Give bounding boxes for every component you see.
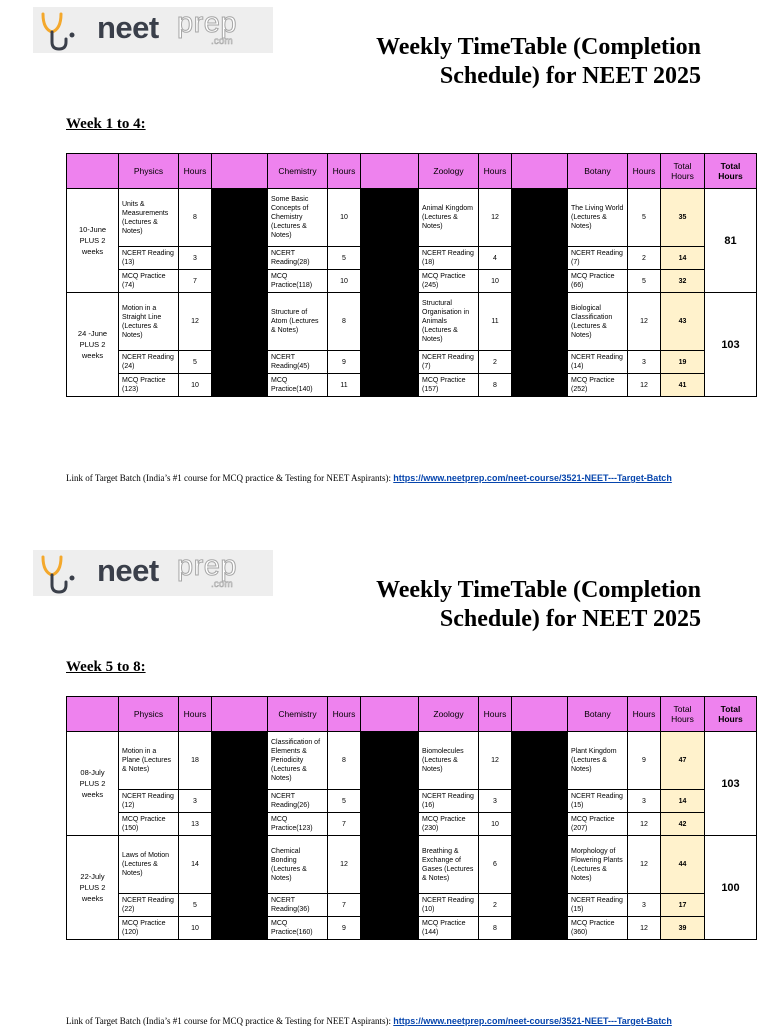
physics-hours: 10 (179, 917, 212, 940)
zoology-hours: 2 (479, 894, 512, 917)
botany-activity: MCQ Practice (66) (568, 270, 628, 293)
zoology-activity: NCERT Reading (10) (419, 894, 479, 917)
stethoscope-icon (39, 9, 99, 51)
row-total-hours: 19 (661, 351, 705, 374)
row-total-hours: 44 (661, 836, 705, 894)
row-total-hours: 41 (661, 374, 705, 397)
chemistry-hours: 12 (328, 836, 361, 894)
botany-activity: NCERT Reading (15) (568, 790, 628, 813)
physics-activity: Motion in a Straight Line (Lectures & Notes) (119, 293, 179, 351)
header-zoology: Zoology (419, 154, 479, 189)
physics-activity: Units & Measurements (Lectures & Notes) (119, 189, 179, 247)
separator (212, 154, 268, 189)
logo-com-text: .com (211, 36, 233, 47)
botany-activity: MCQ Practice (360) (568, 917, 628, 940)
physics-activity: NCERT Reading (24) (119, 351, 179, 374)
zoology-hours: 12 (479, 732, 512, 790)
physics-hours: 3 (179, 247, 212, 270)
table-row (67, 732, 757, 790)
header-physics: Physics (119, 154, 179, 189)
logo-com-text: .com (211, 579, 233, 590)
physics-hours: 10 (179, 374, 212, 397)
zoology-hours: 3 (479, 790, 512, 813)
separator (361, 154, 419, 189)
physics-hours: 18 (179, 732, 212, 790)
physics-hours: 5 (179, 351, 212, 374)
chemistry-activity: NCERT Reading(26) (268, 790, 328, 813)
header-grand-total-hours: Total Hours (705, 697, 757, 732)
zoology-activity: Structural Organisation in Animals (Lectures & Notes) (419, 293, 479, 351)
header-botany-hours: Hours (628, 154, 661, 189)
timetable (66, 153, 757, 397)
zoology-hours: 2 (479, 351, 512, 374)
row-total-hours: 47 (661, 732, 705, 790)
page-title (301, 33, 701, 91)
separator (212, 293, 268, 397)
header-zoology-hours: Hours (479, 697, 512, 732)
separator (512, 836, 568, 940)
logo-neet-text: neet (97, 553, 159, 588)
physics-hours: 7 (179, 270, 212, 293)
block-total-hours: 103 (705, 293, 757, 397)
title-line-1: Weekly TimeTable (Completion (376, 34, 701, 60)
zoology-activity: Breathing & Exchange of Gases (Lectures & Notes) (419, 836, 479, 894)
stethoscope-icon (39, 552, 99, 594)
zoology-hours: 12 (479, 189, 512, 247)
botany-hours: 5 (628, 189, 661, 247)
chemistry-hours: 5 (328, 247, 361, 270)
botany-hours: 12 (628, 374, 661, 397)
physics-activity: NCERT Reading (22) (119, 894, 179, 917)
zoology-hours: 4 (479, 247, 512, 270)
physics-activity: MCQ Practice (123) (119, 374, 179, 397)
chemistry-hours: 10 (328, 270, 361, 293)
row-total-hours: 14 (661, 247, 705, 270)
header-physics-hours: Hours (179, 154, 212, 189)
header-botany: Botany (568, 154, 628, 189)
zoology-hours: 11 (479, 293, 512, 351)
logo-prep-text: prep (177, 7, 238, 39)
physics-activity: NCERT Reading (13) (119, 247, 179, 270)
separator (212, 836, 268, 940)
chemistry-activity: Classification of Elements & Periodicity (Lectures & Notes) (268, 732, 328, 790)
logo-neet-text: neet (97, 10, 159, 45)
botany-hours: 12 (628, 917, 661, 940)
row-total-hours: 32 (661, 270, 705, 293)
header-date (67, 697, 119, 732)
chemistry-hours: 7 (328, 813, 361, 836)
physics-activity: Laws of Motion (Lectures & Notes) (119, 836, 179, 894)
separator (512, 697, 568, 732)
zoology-hours: 8 (479, 917, 512, 940)
botany-hours: 12 (628, 813, 661, 836)
page-title (301, 576, 701, 634)
target-batch-link[interactable]: https://www.neetprep.com/neet-course/3521-NEET---Target-Batch (393, 1016, 672, 1026)
block-total-hours: 81 (705, 189, 757, 293)
row-total-hours: 43 (661, 293, 705, 351)
timetable (66, 696, 757, 940)
separator (361, 732, 419, 836)
chemistry-activity: Chemical Bonding (Lectures & Notes) (268, 836, 328, 894)
row-total-hours: 14 (661, 790, 705, 813)
title-line-2: Schedule) for NEET 2025 (439, 606, 701, 632)
physics-activity: Motion in a Plane (Lectures & Notes) (119, 732, 179, 790)
chemistry-hours: 5 (328, 790, 361, 813)
botany-activity: NCERT Reading (7) (568, 247, 628, 270)
chemistry-activity: MCQ Practice(118) (268, 270, 328, 293)
zoology-activity: NCERT Reading (7) (419, 351, 479, 374)
separator (512, 154, 568, 189)
zoology-hours: 10 (479, 813, 512, 836)
chemistry-hours: 7 (328, 894, 361, 917)
botany-activity: MCQ Practice (252) (568, 374, 628, 397)
chemistry-activity: NCERT Reading(45) (268, 351, 328, 374)
botany-activity: Morphology of Flowering Plants (Lectures & Notes) (568, 836, 628, 894)
chemistry-activity: NCERT Reading(28) (268, 247, 328, 270)
chemistry-activity: NCERT Reading(36) (268, 894, 328, 917)
separator (512, 293, 568, 397)
table-row (67, 836, 757, 894)
header-date (67, 154, 119, 189)
physics-hours: 13 (179, 813, 212, 836)
chemistry-hours: 9 (328, 351, 361, 374)
physics-hours: 3 (179, 790, 212, 813)
date-cell: 10-June PLUS 2 weeks (67, 189, 119, 293)
separator (361, 189, 419, 293)
table-header-row (67, 697, 757, 732)
physics-activity: MCQ Practice (74) (119, 270, 179, 293)
chemistry-activity: MCQ Practice(140) (268, 374, 328, 397)
table-row (67, 189, 757, 247)
separator (361, 836, 419, 940)
header-botany-hours: Hours (628, 697, 661, 732)
header-zoology-hours: Hours (479, 154, 512, 189)
row-total-hours: 39 (661, 917, 705, 940)
header-chemistry: Chemistry (268, 154, 328, 189)
neetprep-logo (33, 7, 273, 53)
separator (212, 732, 268, 836)
botany-hours: 5 (628, 270, 661, 293)
link-text: Link of Target Batch (India’s #1 course for MCQ practice & Testing for NEET Aspirants): (66, 473, 394, 483)
separator (361, 293, 419, 397)
header-chemistry: Chemistry (268, 697, 328, 732)
zoology-activity: NCERT Reading (18) (419, 247, 479, 270)
table-row (67, 293, 757, 351)
physics-hours: 5 (179, 894, 212, 917)
botany-activity: NCERT Reading (15) (568, 894, 628, 917)
zoology-hours: 8 (479, 374, 512, 397)
row-total-hours: 35 (661, 189, 705, 247)
title-line-2: Schedule) for NEET 2025 (439, 63, 701, 89)
header-physics-hours: Hours (179, 697, 212, 732)
header-zoology: Zoology (419, 697, 479, 732)
chemistry-activity: Structure of Atom (Lectures & Notes) (268, 293, 328, 351)
header-physics: Physics (119, 697, 179, 732)
zoology-activity: MCQ Practice (157) (419, 374, 479, 397)
botany-hours: 3 (628, 790, 661, 813)
row-total-hours: 17 (661, 894, 705, 917)
header-total-hours: Total Hours (661, 697, 705, 732)
botany-hours: 3 (628, 894, 661, 917)
physics-hours: 14 (179, 836, 212, 894)
separator (361, 697, 419, 732)
header-chemistry-hours: Hours (328, 154, 361, 189)
target-batch-note (66, 1016, 746, 1027)
target-batch-link[interactable]: https://www.neetprep.com/neet-course/3521-NEET---Target-Batch (393, 473, 672, 483)
botany-hours: 12 (628, 836, 661, 894)
zoology-activity: MCQ Practice (245) (419, 270, 479, 293)
physics-activity: MCQ Practice (120) (119, 917, 179, 940)
chemistry-hours: 10 (328, 189, 361, 247)
header-grand-total-hours: Total Hours (705, 154, 757, 189)
chemistry-activity: Some Basic Concepts of Chemistry (Lectures & Notes) (268, 189, 328, 247)
botany-hours: 12 (628, 293, 661, 351)
chemistry-hours: 8 (328, 293, 361, 351)
row-total-hours: 42 (661, 813, 705, 836)
zoology-activity: NCERT Reading (16) (419, 790, 479, 813)
block-total-hours: 103 (705, 732, 757, 836)
botany-activity: Plant Kingdom (Lectures & Notes) (568, 732, 628, 790)
physics-hours: 8 (179, 189, 212, 247)
botany-activity: The Living World (Lectures & Notes) (568, 189, 628, 247)
chemistry-hours: 8 (328, 732, 361, 790)
botany-hours: 3 (628, 351, 661, 374)
separator (512, 189, 568, 293)
zoology-hours: 6 (479, 836, 512, 894)
date-cell: 24 -June PLUS 2 weeks (67, 293, 119, 397)
botany-activity: NCERT Reading (14) (568, 351, 628, 374)
header-total-hours: Total Hours (661, 154, 705, 189)
link-text: Link of Target Batch (India’s #1 course for MCQ practice & Testing for NEET Aspirants): (66, 1016, 394, 1026)
zoology-activity: Animal Kingdom (Lectures & Notes) (419, 189, 479, 247)
zoology-activity: MCQ Practice (230) (419, 813, 479, 836)
separator (512, 732, 568, 836)
block-total-hours: 100 (705, 836, 757, 940)
date-cell: 22-July PLUS 2 weeks (67, 836, 119, 940)
header-chemistry-hours: Hours (328, 697, 361, 732)
week-heading: Week 5 to 8: (66, 659, 146, 675)
logo-prep-text: prep (177, 550, 238, 582)
table-header-row (67, 154, 757, 189)
chemistry-activity: MCQ Practice(160) (268, 917, 328, 940)
separator (212, 697, 268, 732)
chemistry-hours: 9 (328, 917, 361, 940)
header-botany: Botany (568, 697, 628, 732)
zoology-activity: MCQ Practice (144) (419, 917, 479, 940)
botany-activity: Biological Classification (Lectures & Notes) (568, 293, 628, 351)
botany-hours: 9 (628, 732, 661, 790)
date-cell: 08-July PLUS 2 weeks (67, 732, 119, 836)
neetprep-logo (33, 550, 273, 596)
physics-hours: 12 (179, 293, 212, 351)
physics-activity: NCERT Reading (12) (119, 790, 179, 813)
botany-activity: MCQ Practice (207) (568, 813, 628, 836)
title-line-1: Weekly TimeTable (Completion (376, 577, 701, 603)
botany-hours: 2 (628, 247, 661, 270)
chemistry-activity: MCQ Practice(123) (268, 813, 328, 836)
physics-activity: MCQ Practice (150) (119, 813, 179, 836)
separator (212, 189, 268, 293)
target-batch-note (66, 473, 746, 484)
zoology-activity: Biomolecules (Lectures & Notes) (419, 732, 479, 790)
chemistry-hours: 11 (328, 374, 361, 397)
zoology-hours: 10 (479, 270, 512, 293)
week-heading: Week 1 to 4: (66, 116, 146, 132)
